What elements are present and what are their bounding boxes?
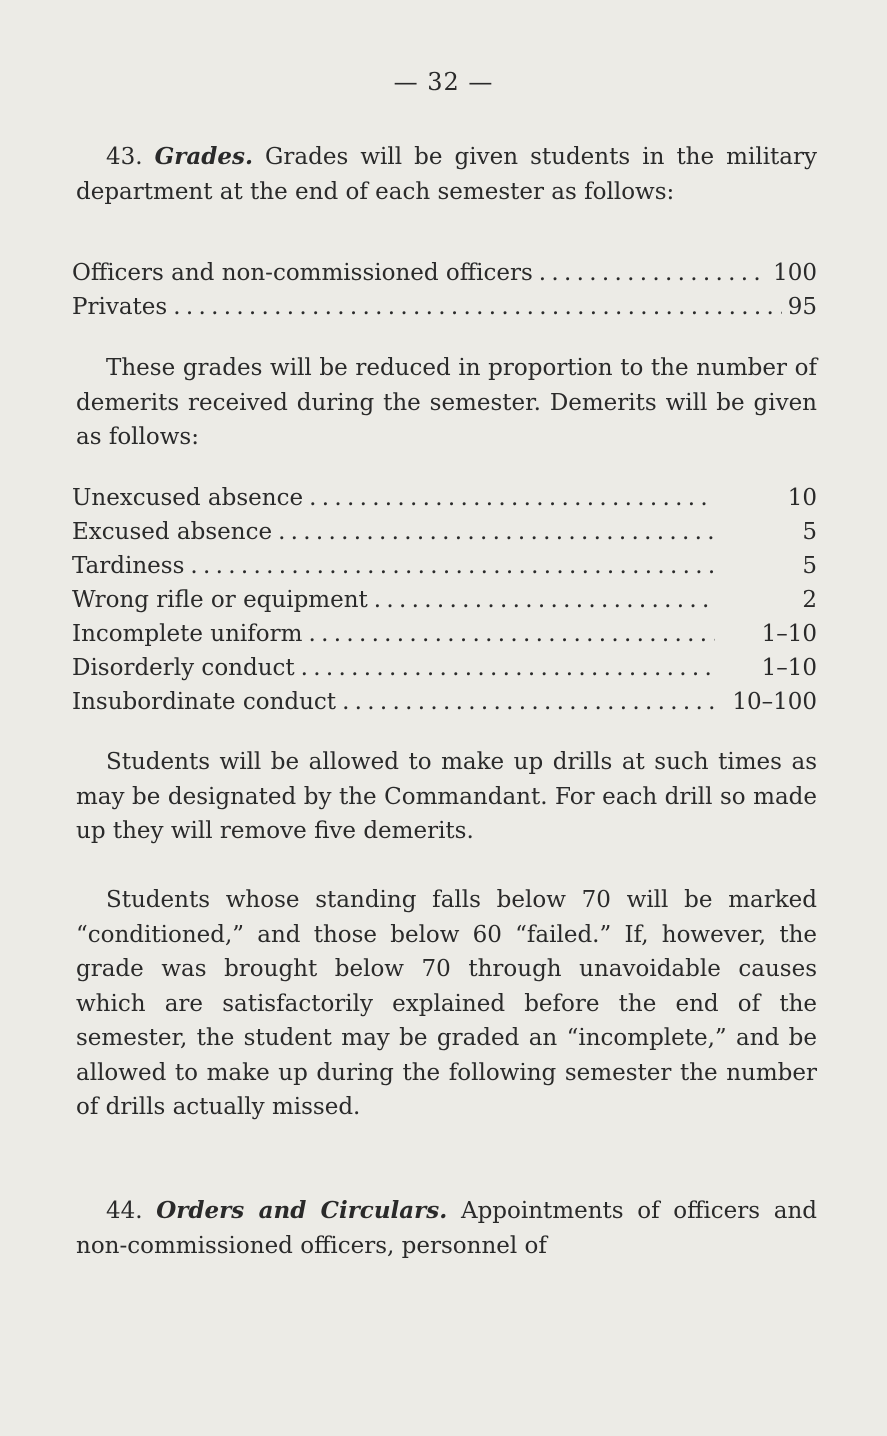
demerits-row-label: Incomplete uniform [72,621,303,647]
demerits-row [72,651,817,685]
demerits-row-value: 10 [787,485,817,511]
dot-leader [308,617,715,651]
grades-row-label: Officers and non-commissioned officers [72,260,533,286]
grades-row [72,290,817,324]
demerits-row-value: 10–100 [732,689,817,715]
section-43-number: 43. [106,144,143,170]
reduction-paragraph [76,351,817,455]
section-44-title: Orders and Circulars. [156,1197,448,1224]
dot-leader [190,549,715,583]
grades-row-label: Privates [72,294,168,320]
grades-row-value: 100 [773,260,817,286]
grades-row-value: 95 [787,294,817,320]
dot-leader [309,481,715,515]
dot-leader [173,290,782,324]
section-44-text: Appointments of officers and non-commissioned officers, personnel of [76,1198,818,1259]
demerits-row-value: 2 [802,587,817,613]
demerits-row-value: 5 [802,519,817,545]
page-number: — 32 — [393,68,494,96]
demerits-row [72,617,817,651]
makeup-text: Students will be allowed to make up drills at such times as may be designated by the Commandant. For each drill so made up they will remove five demerits. [76,749,817,844]
section-43-text: Grades will be given students in the military department at the end of each semester as follows: [76,144,817,205]
demerits-row-label: Tardiness [72,553,185,579]
demerits-row-label: Wrong rifle or equipment [72,587,368,613]
demerits-row-label: Unexcused absence [72,485,304,511]
dot-leader [278,515,715,549]
demerits-row-label: Insubordinate conduct [72,689,337,715]
demerits-row-label: Excused absence [72,519,273,545]
demerits-row [72,481,817,515]
dot-leader [374,583,715,617]
demerits-row-label: Disorderly conduct [72,655,295,681]
demerits-row-value: 1–10 [761,655,817,681]
dot-leader [301,651,715,685]
makeup-paragraph [76,745,817,849]
demerits-row [72,685,817,719]
demerits-table [72,481,817,719]
demerits-row [72,549,817,583]
grades-row [72,256,817,290]
demerits-row-value: 5 [802,553,817,579]
section-44-number: 44. [106,1198,143,1224]
dot-leader [539,256,767,290]
dot-leader [342,685,715,719]
standing-text: Students whose standing falls below 70 will be marked “conditioned,” and those below 60 “failed.” If, however, the grade was brought below 70 through unavoidable causes which are satisfactorily explained before the end of the semester, the student may be graded an “incomplete,” and be allowed to make up during the following semester the number of drills actually missed. [76,887,817,1120]
section-44-paragraph [76,1194,817,1263]
grades-table [72,256,817,324]
section-43-paragraph [76,140,817,209]
demerits-row [72,583,817,617]
demerits-row [72,515,817,549]
section-43-title: Grades. [154,143,253,170]
demerits-row-value: 1–10 [761,621,817,647]
standing-paragraph [76,883,817,1125]
reduction-text: These grades will be reduced in proportion to the number of demerits received during the semester. Demerits will be given as follows: [76,355,817,450]
